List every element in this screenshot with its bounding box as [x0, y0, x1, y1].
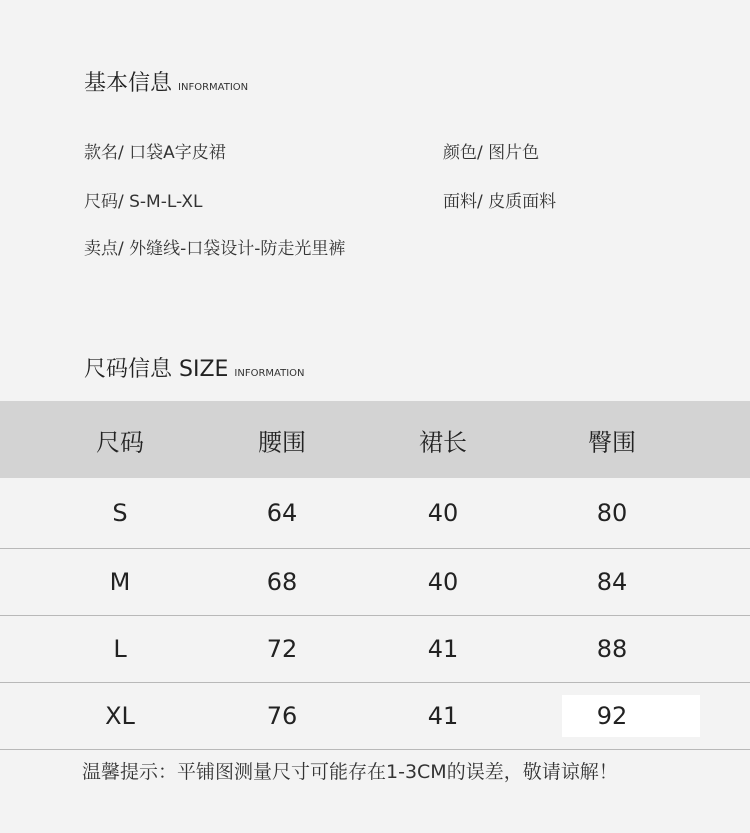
size-table-header [0, 401, 750, 478]
table-row [0, 616, 750, 683]
cell-length: 41 [427, 635, 459, 663]
size-info-title-text: 尺码信息 SIZE [84, 357, 229, 382]
cell-length: 41 [427, 702, 459, 730]
cell-waist: 64 [266, 499, 298, 527]
selling-points: 卖点/ 外缝线-口袋设计-防走光里裤 [84, 239, 346, 259]
cell-length: 40 [427, 499, 459, 527]
header-size: 尺码 [96, 428, 144, 456]
color-info: 颜色/ 图片色 [443, 143, 540, 163]
style-name: 款名/ 口袋A字皮裙 [84, 143, 226, 163]
size-table [0, 401, 750, 750]
basic-info-subtitle: INFORMATION [178, 82, 249, 93]
cell-length: 40 [427, 568, 459, 596]
size-range: 尺码/ S-M-L-XL [84, 192, 203, 212]
table-row [0, 478, 750, 549]
cell-size: M [109, 568, 131, 596]
basic-info-title [84, 66, 248, 97]
cell-hip: 80 [596, 499, 628, 527]
basic-info-title-text: 基本信息 [84, 71, 173, 96]
cell-size: L [113, 635, 127, 663]
cell-waist: 76 [266, 702, 298, 730]
header-length: 裙长 [419, 428, 467, 456]
cell-hip: 88 [596, 635, 628, 663]
header-waist: 腰围 [258, 428, 306, 456]
table-row [0, 549, 750, 616]
header-hip: 臀围 [588, 428, 636, 456]
size-info-title [84, 352, 305, 383]
table-row [0, 683, 750, 750]
cell-size: S [112, 499, 128, 527]
size-info-subtitle: INFORMATION [234, 368, 305, 379]
highlight-box [562, 695, 700, 737]
cell-hip: 84 [596, 568, 628, 596]
cell-waist: 72 [266, 635, 298, 663]
measurement-note: 温馨提示：平铺图测量尺寸可能存在1-3CM的误差，敬请谅解！ [82, 761, 618, 783]
cell-size: XL [105, 702, 135, 730]
cell-hip: 92 [596, 702, 628, 730]
material-info: 面料/ 皮质面料 [443, 192, 557, 212]
cell-waist: 68 [266, 568, 298, 596]
